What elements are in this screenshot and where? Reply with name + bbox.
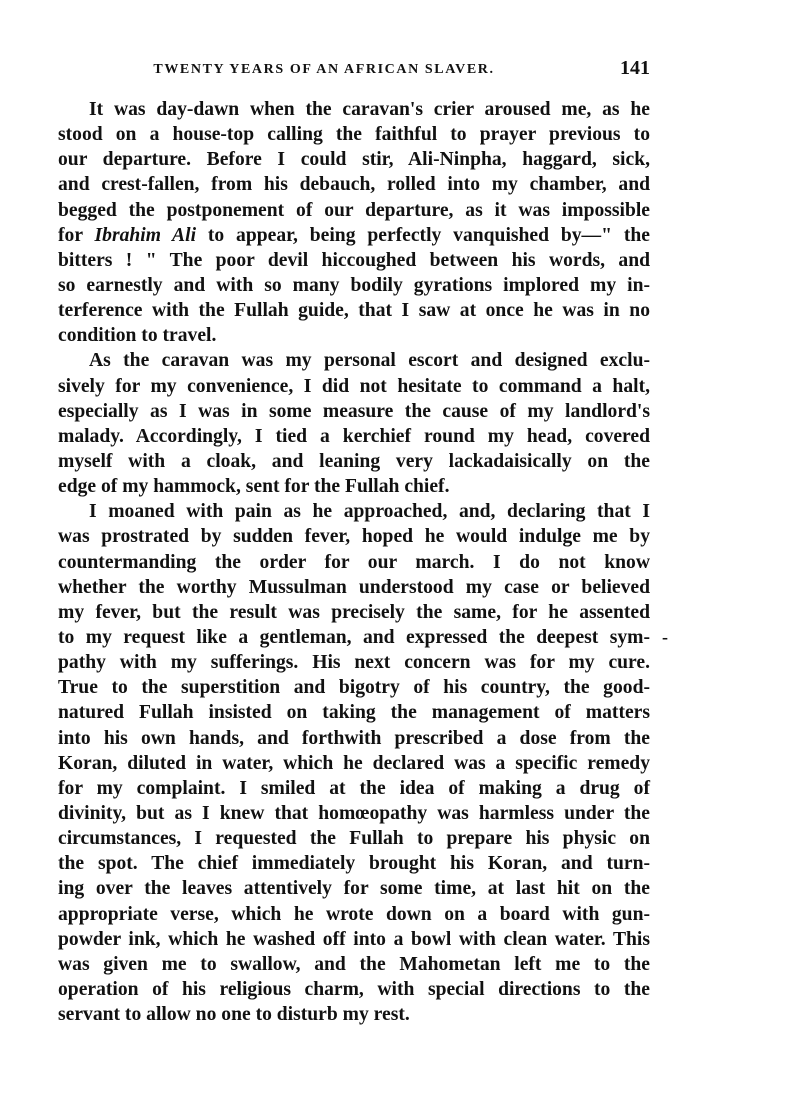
text-line: into his own hands, and forthwith prescribed a dose from the xyxy=(58,727,650,749)
page-number: 141 xyxy=(620,57,650,79)
text-line: so earnestly and with so many bodily gyrations implored my in- xyxy=(58,274,650,296)
text-line xyxy=(58,223,650,248)
text-line: and crest-fallen, from his debauch, rolled into my chamber, and xyxy=(58,174,650,196)
text-line: myself with a cloak, and leaning very lackadaisically on the xyxy=(58,450,650,472)
text-line: to my request like a gentleman, and expressed the deepest sym- xyxy=(58,626,650,648)
text-line: powder ink, which he washed off into a bowl with clean water. This xyxy=(58,928,650,950)
text-line: was prostrated by sudden fever, hoped he would indulge me by xyxy=(58,526,650,548)
text-line: our departure. Before I could stir, Ali-Ninpha, haggard, sick, xyxy=(58,149,650,171)
text-line: my fever, but the result was precisely the same, for he assented xyxy=(58,601,650,623)
text-line: countermanding the order for our march. I do not know xyxy=(58,551,650,573)
text-span: for xyxy=(58,224,95,246)
text-line: begged the postponement of our departure, as it was impossible xyxy=(58,199,650,221)
body-text xyxy=(58,97,650,1027)
italic-name: Ibrahim Ali xyxy=(94,224,197,246)
text-line: bitters ! " The poor devil hiccoughed between his words, and xyxy=(58,249,650,271)
text-line: natured Fullah insisted on taking the management of matters xyxy=(58,702,650,724)
text-line: edge of my hammock, sent for the Fullah chief. xyxy=(58,476,450,498)
text-line: Koran, diluted in water, which he declared was a specific remedy xyxy=(58,752,650,774)
text-line: sively for my convenience, I did not hesitate to command a halt, xyxy=(58,375,650,397)
margin-mark: - xyxy=(662,627,668,647)
text-line: malady. Accordingly, I tied a kerchief round my head, covered xyxy=(58,425,650,447)
running-title: TWENTY YEARS OF AN AFRICAN SLAVER. xyxy=(153,62,495,77)
text-line: It was day-dawn when the caravan's crier aroused me, as he xyxy=(89,99,650,120)
text-line: As the caravan was my personal escort and designed exclu- xyxy=(89,350,650,372)
text-line: pathy with my sufferings. His next concern was for my cure. xyxy=(58,652,650,674)
text-line: appropriate verse, which he wrote down on a board with gun- xyxy=(58,903,650,925)
text-line: circumstances, I requested the Fullah to prepare his physic on xyxy=(58,828,650,850)
text-line: condition to travel. xyxy=(58,325,217,347)
text-line: for my complaint. I smiled at the idea of making a drug of xyxy=(58,777,650,799)
text-line: terference with the Fullah guide, that I saw at once he was in no xyxy=(58,300,650,322)
text-line: especially as I was in some measure the cause of my landlord's xyxy=(58,400,650,422)
text-line: divinity, but as I knew that homœopathy was harmless under the xyxy=(58,802,650,824)
text-line: ing over the leaves attentively for some time, at last hit on the xyxy=(58,878,650,900)
text-line: servant to allow no one to disturb my rest. xyxy=(58,1004,410,1026)
text-line: I moaned with pain as he approached, and, declaring that I xyxy=(89,501,650,523)
page-header xyxy=(58,57,650,84)
text-line: stood on a house-top calling the faithful to prayer previous to xyxy=(58,124,650,146)
text-line: was given me to swallow, and the Mahometan left me to the xyxy=(58,953,650,975)
text-line: whether the worthy Mussulman understood my case or believed xyxy=(58,576,650,598)
text-line: the spot. The chief immediately brought his Koran, and turn- xyxy=(58,853,650,875)
text-span: to appear, being perfectly vanquished by—" the xyxy=(196,224,650,246)
text-line: operation of his religious charm, with special directions to the xyxy=(58,978,650,1000)
text-line: True to the superstition and bigotry of his country, the good- xyxy=(58,677,650,699)
